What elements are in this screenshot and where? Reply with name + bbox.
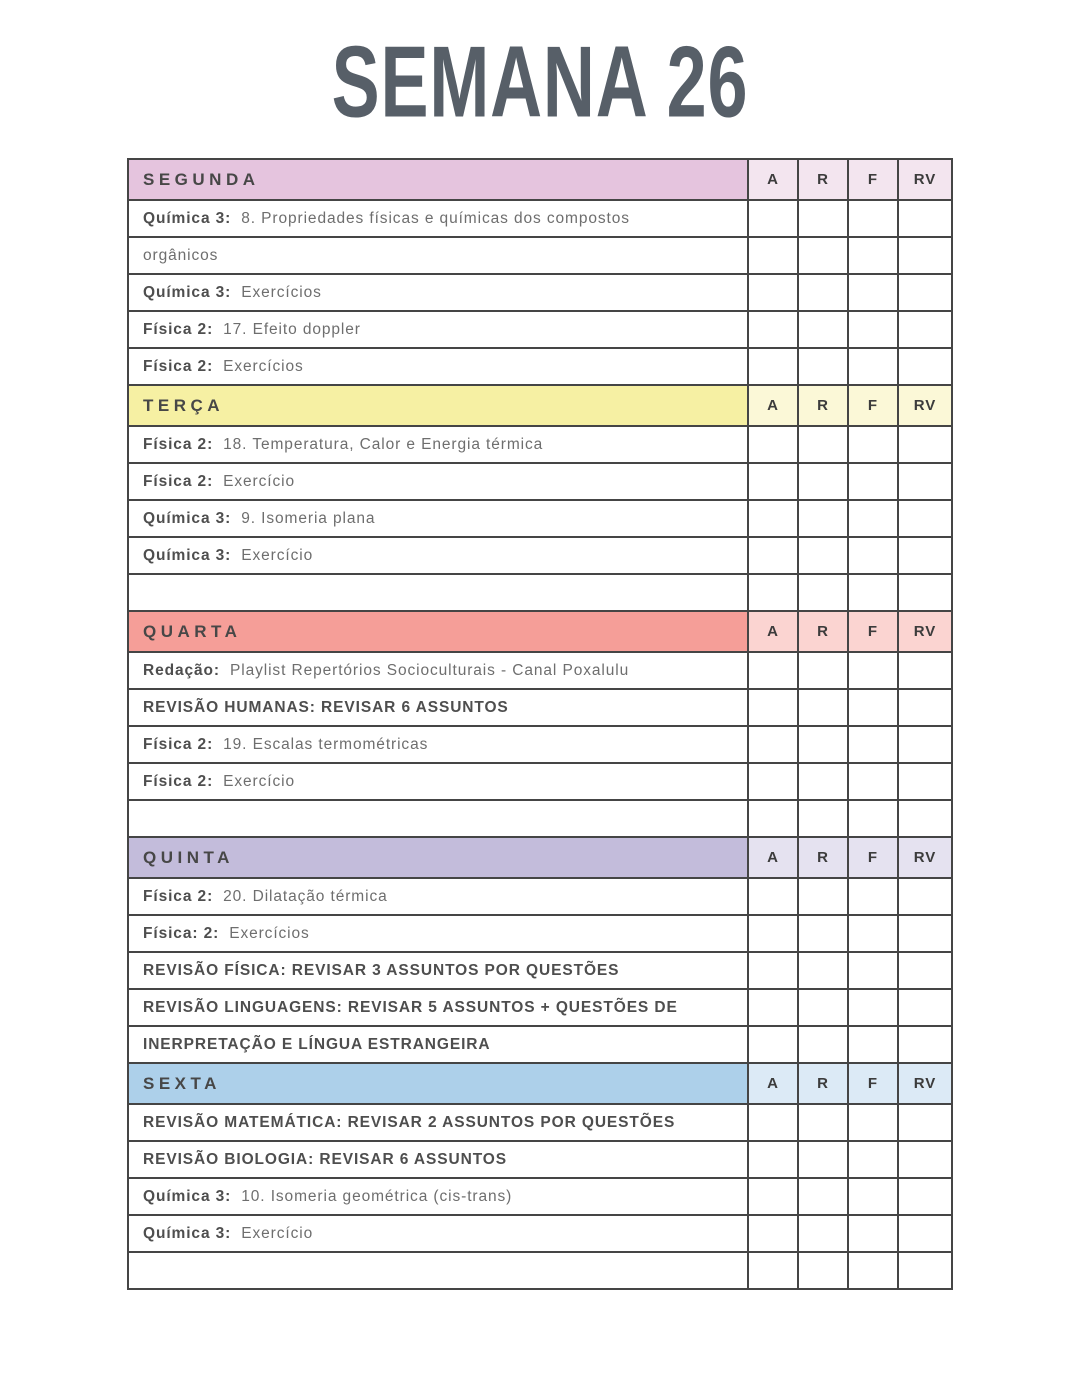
day-label-quarta: QUARTA: [128, 611, 748, 652]
check-column-header-r: R: [798, 159, 848, 200]
check-cell-a[interactable]: [748, 1141, 798, 1178]
check-cell-r[interactable]: [798, 989, 848, 1026]
task-prefix: REVISÃO FÍSICA: REVISAR 3 ASSUNTOS POR QUESTÕES: [143, 961, 620, 979]
check-column-header-a: A: [748, 159, 798, 200]
task-row: [128, 500, 952, 537]
check-cell-rv[interactable]: [898, 200, 952, 237]
check-cell-r[interactable]: [798, 763, 848, 800]
planner-body: [128, 159, 952, 1289]
check-cell-a[interactable]: [748, 915, 798, 952]
check-cell-a[interactable]: [748, 1026, 798, 1063]
check-cell-r[interactable]: [798, 726, 848, 763]
page-title: SEMANA 26: [331, 26, 749, 139]
task-desc: 19. Escalas termométricas: [223, 735, 429, 753]
check-column-header-a: A: [748, 611, 798, 652]
check-cell-rv[interactable]: [898, 1026, 952, 1063]
check-cell-rv[interactable]: [898, 952, 952, 989]
check-cell-a[interactable]: [748, 200, 798, 237]
task-prefix: Química 3:: [143, 509, 232, 527]
task-text: [128, 574, 748, 611]
check-cell-r[interactable]: [798, 1026, 848, 1063]
check-cell-f[interactable]: [848, 915, 898, 952]
check-cell-rv[interactable]: [898, 537, 952, 574]
check-cell-a[interactable]: [748, 726, 798, 763]
task-text: [128, 989, 748, 1026]
task-row: [128, 1104, 952, 1141]
check-column-header-r: R: [798, 385, 848, 426]
task-text: [128, 274, 748, 311]
task-text: [128, 800, 748, 837]
check-cell-a[interactable]: [748, 426, 798, 463]
task-prefix: Redação:: [143, 661, 220, 679]
check-cell-r[interactable]: [798, 200, 848, 237]
check-cell-r[interactable]: [798, 274, 848, 311]
check-cell-rv[interactable]: [898, 915, 952, 952]
check-cell-f[interactable]: [848, 200, 898, 237]
check-column-header-r: R: [798, 837, 848, 878]
task-row: [128, 952, 952, 989]
check-column-header-a: A: [748, 385, 798, 426]
check-cell-r[interactable]: [798, 1141, 848, 1178]
task-row: [128, 652, 952, 689]
task-text: [128, 463, 748, 500]
task-prefix: Física 2:: [143, 735, 214, 753]
check-cell-rv[interactable]: [898, 348, 952, 385]
task-prefix: Química 3:: [143, 1187, 232, 1205]
check-cell-rv[interactable]: [898, 689, 952, 726]
task-row: [128, 311, 952, 348]
check-cell-f[interactable]: [848, 1252, 898, 1289]
task-row: [128, 1215, 952, 1252]
check-cell-r[interactable]: [798, 878, 848, 915]
task-prefix: Química 3:: [143, 1224, 232, 1242]
task-prefix: Física 2:: [143, 472, 214, 490]
check-cell-rv[interactable]: [898, 463, 952, 500]
task-prefix: REVISÃO HUMANAS: REVISAR 6 ASSUNTOS: [143, 698, 509, 716]
task-text: [128, 652, 748, 689]
check-column-header-f: F: [848, 611, 898, 652]
check-cell-f[interactable]: [848, 500, 898, 537]
task-row: [128, 574, 952, 611]
task-desc: Exercícios: [229, 924, 310, 942]
check-cell-r[interactable]: [798, 1215, 848, 1252]
check-cell-a[interactable]: [748, 274, 798, 311]
check-cell-a[interactable]: [748, 1215, 798, 1252]
day-section-header-sexta: [128, 1063, 952, 1104]
task-text: [128, 1104, 748, 1141]
check-cell-f[interactable]: [848, 274, 898, 311]
task-text: [128, 348, 748, 385]
check-cell-rv[interactable]: [898, 878, 952, 915]
day-section-header-quinta: [128, 837, 952, 878]
check-cell-a[interactable]: [748, 1104, 798, 1141]
check-cell-f[interactable]: [848, 1141, 898, 1178]
check-column-header-r: R: [798, 611, 848, 652]
day-label-segunda: SEGUNDA: [128, 159, 748, 200]
check-cell-f[interactable]: [848, 426, 898, 463]
task-prefix: Química 3:: [143, 283, 232, 301]
task-row: [128, 763, 952, 800]
check-cell-r[interactable]: [798, 652, 848, 689]
task-desc: Exercício: [223, 472, 295, 490]
task-row: [128, 200, 952, 237]
task-desc: Exercícios: [241, 283, 322, 301]
task-prefix: INERPRETAÇÃO E LÍNGUA ESTRANGEIRA: [143, 1035, 491, 1053]
task-desc: Exercício: [241, 1224, 314, 1242]
task-row: [128, 1252, 952, 1289]
task-row: [128, 274, 952, 311]
check-cell-a[interactable]: [748, 311, 798, 348]
day-label-sexta: SEXTA: [128, 1063, 748, 1104]
check-cell-a[interactable]: [748, 537, 798, 574]
task-prefix: Física 2:: [143, 320, 214, 338]
task-row: [128, 726, 952, 763]
day-section-header-terca: [128, 385, 952, 426]
check-cell-r[interactable]: [798, 426, 848, 463]
check-cell-a[interactable]: [748, 800, 798, 837]
check-column-header-rv: RV: [898, 385, 952, 426]
check-cell-rv[interactable]: [898, 1252, 952, 1289]
check-cell-f[interactable]: [848, 726, 898, 763]
check-cell-f[interactable]: [848, 989, 898, 1026]
check-cell-rv[interactable]: [898, 311, 952, 348]
task-text: [128, 915, 748, 952]
task-row: [128, 878, 952, 915]
task-text: [128, 726, 748, 763]
check-column-header-rv: RV: [898, 837, 952, 878]
check-cell-f[interactable]: [848, 689, 898, 726]
task-desc: Exercício: [241, 546, 314, 564]
check-cell-rv[interactable]: [898, 763, 952, 800]
check-cell-r[interactable]: [798, 1178, 848, 1215]
task-text: [128, 1252, 748, 1289]
check-cell-rv[interactable]: [898, 1178, 952, 1215]
check-column-header-rv: RV: [898, 159, 952, 200]
task-prefix: Física: 2:: [143, 924, 220, 942]
task-text: [128, 500, 748, 537]
task-prefix: REVISÃO BIOLOGIA: REVISAR 6 ASSUNTOS: [143, 1150, 507, 1168]
check-column-header-rv: RV: [898, 1063, 952, 1104]
task-text: [128, 237, 748, 274]
check-cell-f[interactable]: [848, 574, 898, 611]
check-cell-a[interactable]: [748, 348, 798, 385]
check-cell-r[interactable]: [798, 463, 848, 500]
check-cell-r[interactable]: [798, 311, 848, 348]
check-column-header-f: F: [848, 385, 898, 426]
check-cell-f[interactable]: [848, 311, 898, 348]
task-text: [128, 1026, 748, 1063]
check-cell-f[interactable]: [848, 763, 898, 800]
task-text: [128, 952, 748, 989]
check-cell-a[interactable]: [748, 463, 798, 500]
check-cell-rv[interactable]: [898, 1215, 952, 1252]
check-cell-a[interactable]: [748, 952, 798, 989]
task-text: [128, 689, 748, 726]
task-text: [128, 1141, 748, 1178]
task-text: [128, 763, 748, 800]
check-column-header-f: F: [848, 1063, 898, 1104]
check-cell-f[interactable]: [848, 1026, 898, 1063]
check-cell-a[interactable]: [748, 1252, 798, 1289]
check-cell-f[interactable]: [848, 237, 898, 274]
task-text: [128, 878, 748, 915]
check-cell-a[interactable]: [748, 652, 798, 689]
check-cell-f[interactable]: [848, 800, 898, 837]
check-cell-r[interactable]: [798, 500, 848, 537]
task-row: [128, 237, 952, 274]
check-cell-rv[interactable]: [898, 500, 952, 537]
day-label-quinta: QUINTA: [128, 837, 748, 878]
check-cell-r[interactable]: [798, 1252, 848, 1289]
check-cell-f[interactable]: [848, 463, 898, 500]
task-text: [128, 200, 748, 237]
check-column-header-a: A: [748, 837, 798, 878]
task-text: [128, 1215, 748, 1252]
task-prefix: Física 2:: [143, 772, 214, 790]
task-row: [128, 1026, 952, 1063]
check-cell-r[interactable]: [798, 689, 848, 726]
check-cell-f[interactable]: [848, 1104, 898, 1141]
check-cell-rv[interactable]: [898, 726, 952, 763]
task-desc: 10. Isomeria geométrica (cis-trans): [241, 1187, 513, 1205]
check-column-header-a: A: [748, 1063, 798, 1104]
task-row: [128, 426, 952, 463]
task-desc: 18. Temperatura, Calor e Energia térmica: [223, 435, 544, 453]
task-prefix: Física 2:: [143, 435, 214, 453]
check-column-header-f: F: [848, 159, 898, 200]
check-cell-rv[interactable]: [898, 800, 952, 837]
check-column-header-f: F: [848, 837, 898, 878]
task-text: [128, 1178, 748, 1215]
task-row: [128, 1141, 952, 1178]
check-cell-f[interactable]: [848, 652, 898, 689]
task-desc: Exercício: [223, 772, 295, 790]
task-desc: Playlist Repertórios Socioculturais - Canal Poxalulu: [229, 661, 630, 679]
task-row: [128, 915, 952, 952]
task-prefix: REVISÃO MATEMÁTICA: REVISAR 2 ASSUNTOS POR QUESTÕES: [143, 1113, 676, 1131]
task-row: [128, 348, 952, 385]
task-row: [128, 800, 952, 837]
check-cell-rv[interactable]: [898, 1141, 952, 1178]
check-cell-f[interactable]: [848, 1215, 898, 1252]
check-cell-rv[interactable]: [898, 574, 952, 611]
day-section-header-segunda: [128, 159, 952, 200]
task-text: [128, 537, 748, 574]
check-cell-r[interactable]: [798, 915, 848, 952]
check-cell-rv[interactable]: [898, 237, 952, 274]
check-cell-rv[interactable]: [898, 426, 952, 463]
check-cell-r[interactable]: [798, 952, 848, 989]
check-cell-rv[interactable]: [898, 1104, 952, 1141]
check-column-header-rv: RV: [898, 611, 952, 652]
check-cell-a[interactable]: [748, 689, 798, 726]
task-row: [128, 463, 952, 500]
check-cell-a[interactable]: [748, 500, 798, 537]
check-cell-f[interactable]: [848, 537, 898, 574]
check-cell-r[interactable]: [798, 537, 848, 574]
check-cell-rv[interactable]: [898, 989, 952, 1026]
check-cell-f[interactable]: [848, 952, 898, 989]
task-row: [128, 989, 952, 1026]
check-cell-a[interactable]: [748, 878, 798, 915]
check-cell-r[interactable]: [798, 800, 848, 837]
check-cell-f[interactable]: [848, 878, 898, 915]
task-prefix: Química 3:: [143, 546, 232, 564]
day-section-header-quarta: [128, 611, 952, 652]
task-text: [128, 426, 748, 463]
check-cell-rv[interactable]: [898, 652, 952, 689]
task-row: [128, 1178, 952, 1215]
task-text: [128, 311, 748, 348]
check-column-header-r: R: [798, 1063, 848, 1104]
task-prefix: Química 3:: [143, 209, 232, 227]
check-cell-a[interactable]: [748, 989, 798, 1026]
task-row: [128, 689, 952, 726]
task-row: [128, 537, 952, 574]
check-cell-a[interactable]: [748, 574, 798, 611]
task-prefix: Física 2:: [143, 357, 214, 375]
check-cell-r[interactable]: [798, 1104, 848, 1141]
check-cell-a[interactable]: [748, 237, 798, 274]
task-prefix: REVISÃO LINGUAGENS: REVISAR 5 ASSUNTOS + QUESTÕES DE: [143, 998, 678, 1016]
check-cell-rv[interactable]: [898, 274, 952, 311]
check-cell-f[interactable]: [848, 1178, 898, 1215]
task-prefix: Física 2:: [143, 887, 214, 905]
check-cell-a[interactable]: [748, 763, 798, 800]
task-desc: 17. Efeito doppler: [223, 320, 361, 338]
check-cell-f[interactable]: [848, 348, 898, 385]
task-desc: 8. Propriedades físicas e químicas dos compostos: [241, 209, 630, 227]
planner-table: [127, 158, 953, 1290]
check-cell-r[interactable]: [798, 574, 848, 611]
task-desc: Exercícios: [223, 357, 304, 375]
check-cell-r[interactable]: [798, 237, 848, 274]
check-cell-r[interactable]: [798, 348, 848, 385]
task-desc: 20. Dilatação térmica: [223, 887, 388, 905]
task-desc: 9. Isomeria plana: [241, 509, 376, 527]
check-cell-a[interactable]: [748, 1178, 798, 1215]
task-desc: orgânicos: [143, 246, 219, 264]
day-label-terca: TERÇA: [128, 385, 748, 426]
